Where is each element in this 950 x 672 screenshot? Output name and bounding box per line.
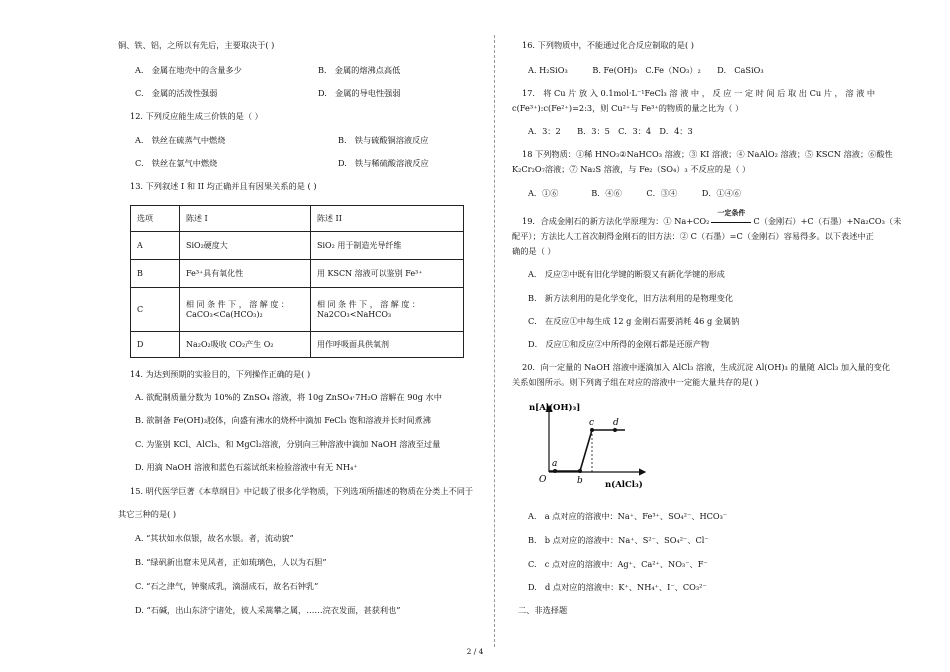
q14-option-c: C. 为鉴别 KCl、AlCl₃、和 MgCl₂溶液，分别向三种溶液中滴加 NaOH 溶液至过量 (135, 439, 441, 449)
q11-option-a: A. 金属在地壳中的含量多少 (135, 65, 242, 75)
table-row (131, 232, 464, 260)
column-divider (494, 35, 495, 647)
q15-option-d: D. “石碱，出山东济宁诸处，彼人采蒿攀之属，……浣衣发面，甚获利也” (135, 605, 401, 615)
q15-option-b: B. “绿矾新出窟未见风者，正如琉璃色，人以为石胆” (135, 557, 327, 567)
x-axis-label: n(AlCl₃) (605, 480, 643, 490)
q15-stem: 15. 明代医学巨著《本草纲目》中记载了很多化学物质，下列选项所描述的物质在分类上不同于 (130, 486, 474, 496)
section-heading: 二、非选择题 (518, 605, 568, 615)
table-cell: 用 KSCN 溶液可以鉴别 Fe³⁺ (311, 260, 464, 288)
origin-label: O (539, 475, 547, 485)
q20-option-d: D. d 点对应的溶液中：K⁺、NH₄⁺、I⁻、CO₃²⁻ (528, 582, 707, 592)
q11-option-c: C. 金属的活泼性强弱 (135, 88, 218, 98)
q14-stem: 14. 为达到预期的实验目的，下列操作正确的是( ) (130, 369, 311, 379)
q15-option-c: C. “石之津气，钟聚成乳，滴溜成石，故名石钟乳” (135, 581, 319, 591)
q19-option-b: B． 新方法利用的是化学变化，旧方法利用的是物理变化 (528, 293, 734, 303)
q11-option-d: D. 金属的导电性强弱 (318, 88, 401, 98)
q13-stem: 13. 下列叙述 I 和 II 均正确并且有因果关系的是 ( ) (130, 181, 317, 191)
q19-stem-part2: C（金刚石）+C（石墨）+Na₂CO₃（未 (753, 216, 902, 226)
q12-option-a: A. 铁丝在硫蒸气中燃烧 (135, 135, 226, 145)
q14-option-b: B. 欲制备 Fe(OH)₃胶体，向盛有沸水的烧杯中滴加 FeCl₃ 饱和溶液并长时间煮沸 (135, 415, 431, 425)
q19-stem-cont2: 确的是（ ） (512, 246, 556, 256)
q20-stem: 20．向一定量的 NaOH 溶液中逐滴加入 AlCl₃ 溶液，生成沉淀 Al(OH)₃ 的量随 AlCl₃ 加入量的变化 (522, 362, 891, 372)
table-cell-line: CaCO₃<Ca(HCO₃)₂ (186, 309, 263, 319)
q18-stem-cont: K₂Cr₂O₇溶液；⑦ Na₂S 溶液，与 Fe₂（SO₄）₃ 不反应的是（ ） (512, 164, 751, 174)
table-cell: 用作呼吸面具供氧剂 (311, 332, 464, 358)
label-d: d (613, 418, 619, 428)
table-header: 陈述 II (311, 206, 464, 232)
q11-stem: 铜、铁、铝，之所以有先后，主要取决于( ) (118, 40, 275, 50)
table-cell: SiO₂硬度大 (180, 232, 311, 260)
segment-b-c (580, 430, 592, 471)
q17-stem-cont: c(Fe³⁺):c(Fe²⁺)=2:3，则 Cu²⁺与 Fe³⁺的物质的量之比为（ ） (512, 103, 744, 113)
table-cell: Fe³⁺具有氧化性 (180, 260, 311, 288)
table-header: 选项 (131, 206, 180, 232)
label-a: a (552, 459, 558, 469)
table-cell-line: Na2CO₃<NaHCO₃ (317, 309, 392, 319)
q12-option-d: D. 铁与稀硫酸溶液反应 (338, 158, 429, 168)
point-b (578, 469, 582, 473)
table-cell-line: 相 同 条 件 下 ， 溶 解 度 ： (186, 300, 289, 310)
q12-stem: 12. 下列反应能生成三价铁的是（ ） (130, 111, 263, 121)
q19-option-a: A． 反应②中既有旧化学键的断裂又有新化学键的形成 (528, 269, 725, 279)
q15-stem-cont: 其它三种的是( ) (118, 509, 177, 519)
table-header: 陈述 I (180, 206, 311, 232)
q19-option-d: D． 反应①和反应②中所得的金刚石都是还原产物 (528, 339, 710, 349)
q13-table (130, 205, 464, 358)
q12-option-c: C. 铁丝在氯气中燃烧 (135, 158, 218, 168)
point-a (553, 469, 557, 473)
label-b: b (577, 476, 583, 486)
q12-option-b: B. 铁与硫酸铜溶液反应 (338, 135, 429, 145)
q19-stem-part1: 19．合成金刚石的新方法化学原理为：① Na+CO₂ (522, 216, 710, 226)
table-cell: SiO₂ 用于制造光导纤维 (311, 232, 464, 260)
q15-option-a: A. “其状如水似银，故名水银。者，流动貌” (135, 533, 294, 543)
table-row (131, 288, 464, 332)
q14-option-a: A. 欲配制质量分数为 10%的 ZnSO₄ 溶液，将 10g ZnSO₄·7H₂O 溶解在 90g 水中 (135, 392, 442, 402)
q16-options: A. H₂SiO₃ B. Fe(OH)₃ C.Fe（NO₃）₂ D. CaSiO₃ (528, 65, 764, 75)
table-header-row (131, 206, 464, 232)
table-cell: C (131, 288, 180, 332)
label-c: c (589, 418, 595, 428)
table-row (131, 260, 464, 288)
page-number: 2 / 4 (466, 647, 484, 656)
table-cell: D (131, 332, 180, 358)
q18-stem: 18 下列物质：①稀 HNO₃②NaHCO₃ 溶液；③ KI 溶液；④ NaAlO₂ 溶液；⑤ KSCN 溶液；⑥酸性 (522, 149, 893, 159)
table-cell (180, 288, 311, 332)
q19-stem (522, 208, 902, 226)
q19-condition-arrow (709, 208, 753, 226)
q14-option-d: D. 用滴 NaOH 溶液和蓝色石蕊试纸来检验溶液中有无 NH₄⁺ (135, 462, 358, 472)
q20-option-b: B. b 点对应的溶液中：Na⁺、S²⁻、SO₄²⁻、Cl⁻ (528, 535, 709, 545)
table-cell: B (131, 260, 180, 288)
q18-options: A．①⑥ B．④⑥ C．③④ D．①④⑥ (528, 188, 742, 198)
q20-graph (525, 398, 655, 493)
table-row (131, 332, 464, 358)
y-axis-label: n[Al(OH)₃] (529, 403, 581, 413)
point-d (613, 428, 617, 432)
table-cell (311, 288, 464, 332)
q20-option-a: A. a 点对应的溶液中：Na⁺、Fe³⁺、SO₄²⁻、HCO₃⁻ (528, 511, 728, 521)
table-cell: Na₂O₂吸收 CO₂产生 O₂ (180, 332, 311, 358)
point-c (590, 428, 594, 432)
q19-stem-cont: 配平）；方法比人工首次制得金刚石的旧方法：② C（石墨）=C（金刚石）容易得多。以下表述中正 (512, 231, 874, 241)
q16-stem: 16. 下列物质中，不能通过化合反应制取的是( ) (522, 40, 694, 50)
q11-option-b: B. 金属的熔沸点高低 (318, 65, 401, 75)
q17-options: A．3：2 B．3：5 C．3：4 D．4：3 (528, 126, 693, 136)
q19-condition-label: 一定条件 (717, 208, 746, 217)
table-cell-line: 相 同 条 件 下 ， 溶 解 度 ： (317, 300, 420, 310)
q20-option-c: C. c 点对应的溶液中：Ag⁺、Ca²⁺、NO₃⁻、F⁻ (528, 559, 708, 569)
q17-stem: 17． 将 Cu 片 放 入 0.1mol·L⁻¹FeCl₃ 溶 液 中 ， 反 应 一 定 时 间 后 取 出 Cu 片 ， 溶 液 中 (522, 88, 876, 98)
table-cell: A (131, 232, 180, 260)
q19-option-c: C． 在反应①中每生成 12 g 金刚石需要消耗 46 g 金属钠 (528, 316, 740, 326)
q20-stem-cont: 关系如图所示。则下列离子组在对应的溶液中一定能大量共存的是( ) (512, 377, 759, 387)
